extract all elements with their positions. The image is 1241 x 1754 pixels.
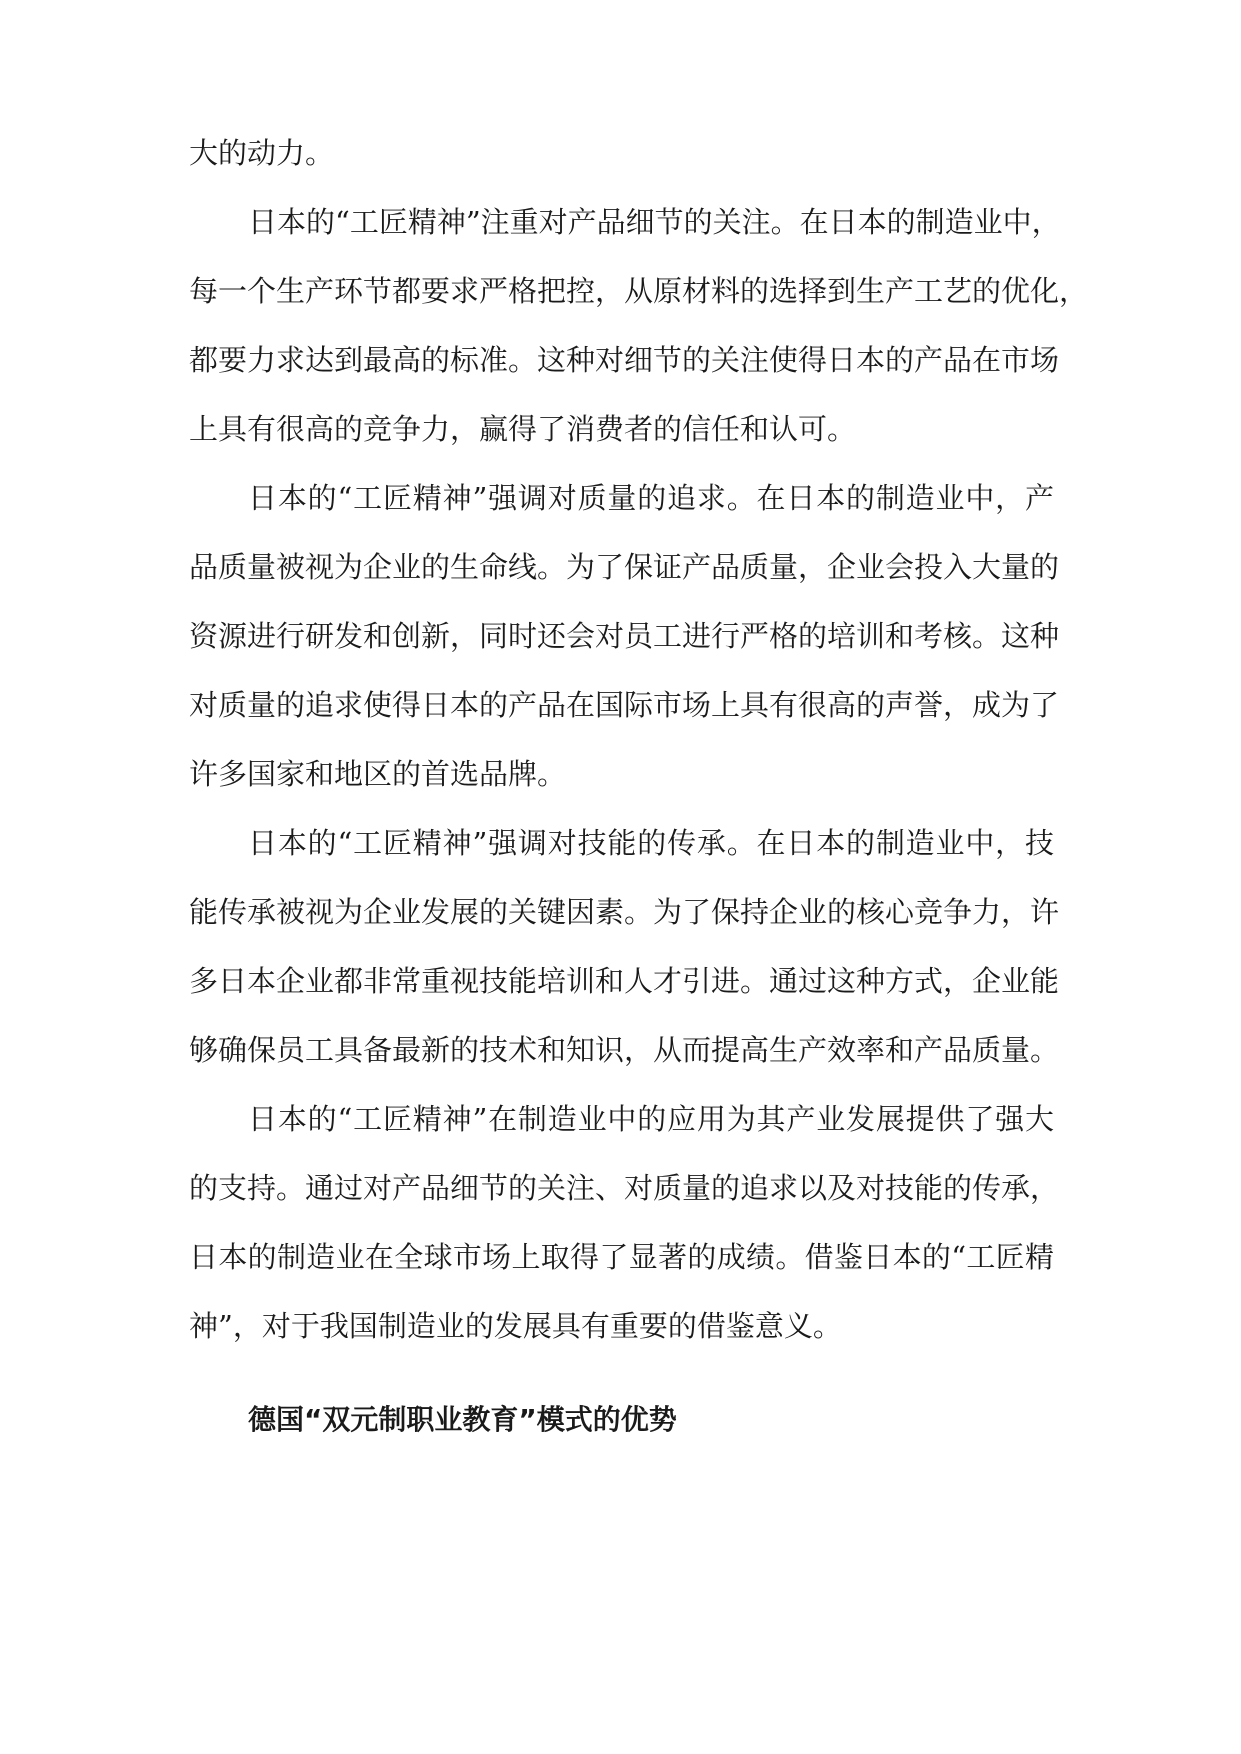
- paragraph-line: 上具有很高的竞争力，赢得了消费者的信任和认可。: [189, 412, 857, 446]
- paragraph-line: 资源进行研发和创新，同时还会对员工进行严格的培训和考核。这种: [189, 619, 1060, 653]
- paragraph-line: 日本的制造业在全球市场上取得了显著的成绩。借鉴日本的“工匠精: [189, 1240, 1054, 1274]
- paragraph-line: 品质量被视为企业的生命线。为了保证产品质量，企业会投入大量的: [189, 550, 1060, 584]
- paragraph-line: 对质量的追求使得日本的产品在国际市场上具有很高的声誉，成为了: [189, 688, 1060, 722]
- section-heading: 德国“双元制职业教育”模式的优势: [248, 1403, 677, 1436]
- paragraph-line: 日本的“工匠精神”注重对产品细节的关注。在日本的制造业中，: [248, 205, 1061, 239]
- paragraph-line: 神”，对于我国制造业的发展具有重要的借鉴意义。: [189, 1309, 842, 1343]
- paragraph-line: 多日本企业都非常重视技能培训和人才引进。通过这种方式，企业能: [189, 964, 1060, 998]
- paragraph-line: 日本的“工匠精神”在制造业中的应用为其产业发展提供了强大: [248, 1102, 1054, 1136]
- paragraph-line: 的支持。通过对产品细节的关注、对质量的追求以及对技能的传承，: [189, 1171, 1060, 1205]
- paragraph-line: 能传承被视为企业发展的关键因素。为了保持企业的核心竞争力，许: [189, 895, 1060, 929]
- paragraph-line: 都要力求达到最高的标准。这种对细节的关注使得日本的产品在市场: [189, 343, 1060, 377]
- paragraph-line: 许多国家和地区的首选品牌。: [189, 757, 567, 791]
- paragraph-line: 每一个生产环节都要求严格把控，从原材料的选择到生产工艺的优化，: [189, 274, 1089, 308]
- paragraph-line: 大的动力。: [189, 136, 335, 170]
- paragraph-line: 够确保员工具备最新的技术和知识，从而提高生产效率和产品质量。: [189, 1033, 1060, 1067]
- paragraph-line: 日本的“工匠精神”强调对质量的追求。在日本的制造业中，产: [248, 481, 1054, 515]
- paragraph-line: 日本的“工匠精神”强调对技能的传承。在日本的制造业中，技: [248, 826, 1054, 860]
